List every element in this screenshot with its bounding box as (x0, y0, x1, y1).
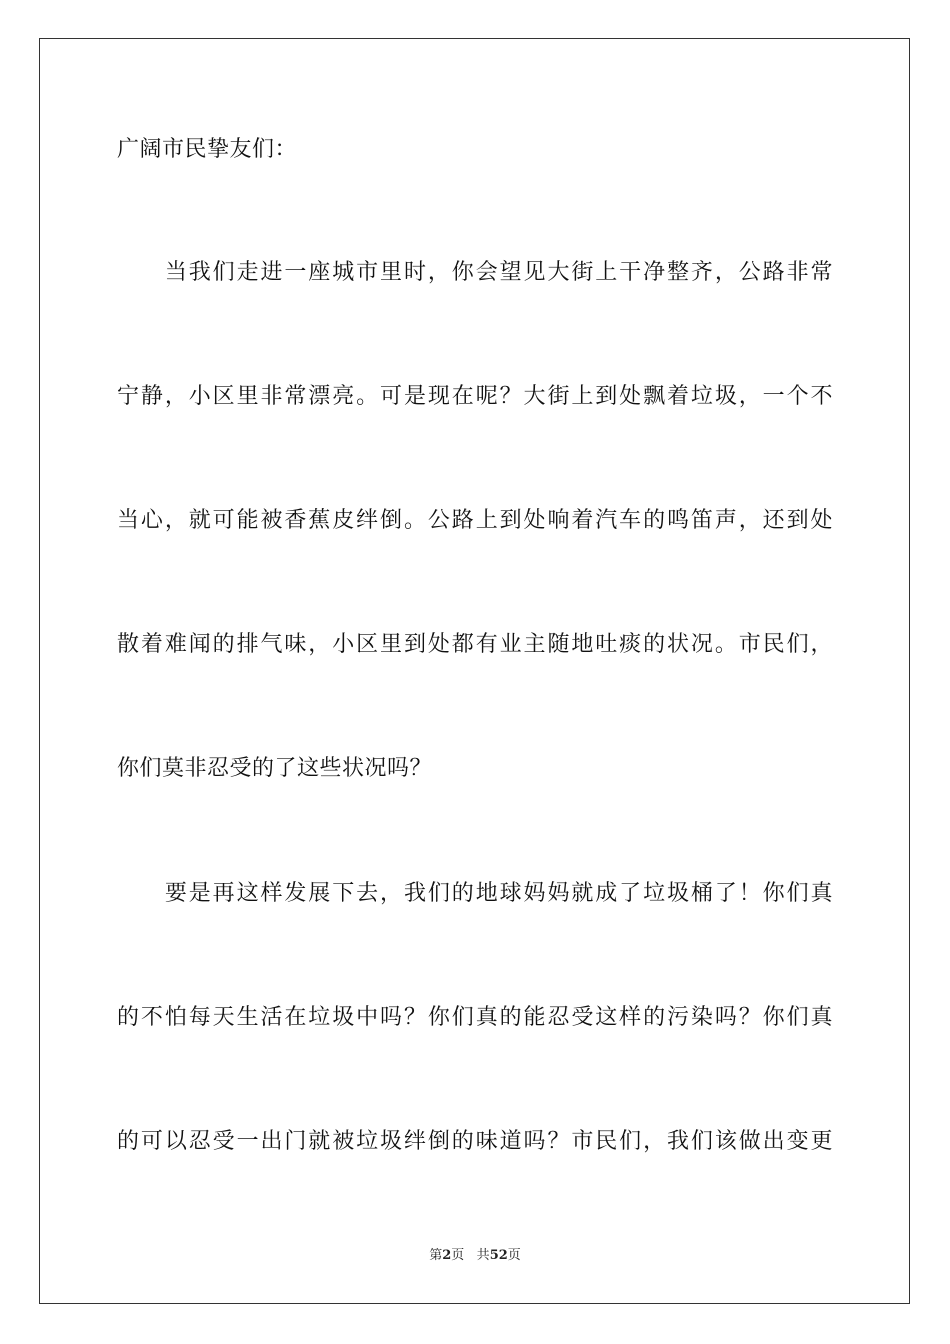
paragraph-1-line-4: 散着难闻的排气味，小区里到处都有业主随地吐痰的状况。市民们， (117, 632, 833, 657)
paragraph-2-line-1: 要是再这样发展下去，我们的地球妈妈就成了垃圾桶了！你们真 (117, 881, 833, 906)
page-suffix: 页 (451, 1248, 465, 1263)
paragraph-1-line-1: 当我们走进一座城市里时，你会望见大街上干净整齐，公路非常 (117, 260, 833, 285)
page-prefix: 第 (429, 1248, 443, 1263)
paragraph-1-line-5: 你们莫非忍受的了这些状况吗？ (117, 756, 433, 781)
page-footer (0, 1247, 950, 1265)
salutation: 广阔市民挚友们： (117, 137, 298, 162)
paragraph-1-line-3: 当心，就可能被香蕉皮绊倒。公路上到处响着汽车的鸣笛声，还到处 (117, 508, 833, 533)
total-prefix: 共 (476, 1248, 490, 1263)
paragraph-1-line-2: 宁静，小区里非常漂亮。可是现在呢？大街上到处飘着垃圾，一个不 (117, 384, 833, 409)
total-suffix: 页 (507, 1248, 521, 1263)
paragraph-2-line-2: 的不怕每天生活在垃圾中吗？你们真的能忍受这样的污染吗？你们真 (117, 1005, 833, 1030)
page-number: 2 (442, 1248, 452, 1263)
page-border (39, 38, 910, 1304)
total-pages: 52 (489, 1248, 508, 1263)
paragraph-2-line-3: 的可以忍受一出门就被垃圾绊倒的味道吗？市民们，我们该做出变更 (117, 1129, 833, 1154)
